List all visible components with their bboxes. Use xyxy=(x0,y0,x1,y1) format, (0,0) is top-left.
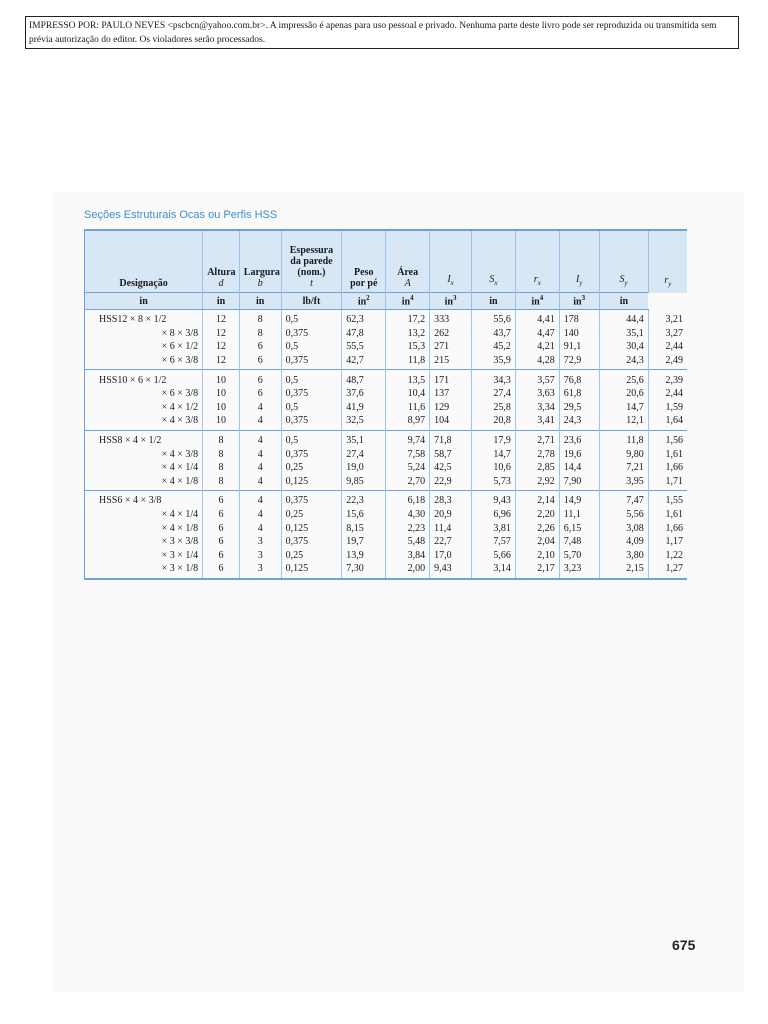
value-cell: 12,1 xyxy=(599,414,648,430)
value-cell: 3,81 xyxy=(471,521,515,535)
designation-cell: × 6 × 3/8 xyxy=(85,387,203,401)
designation-cell: × 8 × 3/8 xyxy=(85,327,203,341)
unit-cell: in xyxy=(599,293,648,310)
designation-cell: HSS12 × 8 × 1/2 xyxy=(85,310,203,327)
value-cell: 137 xyxy=(430,387,472,401)
unit-cell: $in^3$ xyxy=(430,293,472,310)
value-cell: 35,1 xyxy=(599,327,648,341)
value-cell: 11,4 xyxy=(430,521,472,535)
value-cell: 35,9 xyxy=(471,354,515,370)
value-cell: 12 xyxy=(203,354,240,370)
value-cell: 8 xyxy=(203,461,240,475)
value-cell: 8 xyxy=(239,327,281,341)
unit-cell: in xyxy=(85,293,203,310)
value-cell: 15,3 xyxy=(386,340,430,354)
value-cell: 4,47 xyxy=(515,327,559,341)
value-cell: 32,5 xyxy=(342,414,386,430)
unit-cell: in xyxy=(471,293,515,310)
value-cell: 76,8 xyxy=(559,370,599,387)
value-cell: 5,48 xyxy=(386,535,430,549)
value-cell: 5,66 xyxy=(471,549,515,563)
value-cell: 4 xyxy=(239,475,281,491)
value-cell: 8 xyxy=(203,430,240,447)
col-peso: Peso por pé xyxy=(342,230,386,293)
value-cell: 3 xyxy=(239,549,281,563)
value-cell: 15,6 xyxy=(342,508,386,522)
value-cell: 1,66 xyxy=(648,461,687,475)
value-cell: 4 xyxy=(239,447,281,461)
col-sy: $S_y$ xyxy=(599,230,648,293)
value-cell: 8,97 xyxy=(386,414,430,430)
value-cell: 6 xyxy=(239,387,281,401)
value-cell: 5,56 xyxy=(599,508,648,522)
value-cell: 71,8 xyxy=(430,430,472,447)
value-cell: 4 xyxy=(239,521,281,535)
value-cell: 4 xyxy=(239,461,281,475)
value-cell: 11,1 xyxy=(559,508,599,522)
value-cell: 25,6 xyxy=(599,370,648,387)
unit-cell: $in^4$ xyxy=(515,293,559,310)
table-row xyxy=(85,387,688,401)
designation-cell: × 6 × 1/2 xyxy=(85,340,203,354)
value-cell: 4,28 xyxy=(515,354,559,370)
value-cell: 2,26 xyxy=(515,521,559,535)
unit-cell: lb/ft xyxy=(281,293,342,310)
value-cell: 3,80 xyxy=(599,549,648,563)
value-cell: 0,125 xyxy=(281,562,342,579)
table-row xyxy=(85,310,688,327)
value-cell: 6 xyxy=(239,354,281,370)
value-cell: 35,1 xyxy=(342,430,386,447)
hss-properties-table xyxy=(84,229,687,580)
value-cell: 1,22 xyxy=(648,549,687,563)
header-row xyxy=(85,230,688,293)
value-cell: 11,6 xyxy=(386,401,430,415)
table-row xyxy=(85,475,688,491)
section-group xyxy=(85,310,688,370)
value-cell: 7,90 xyxy=(559,475,599,491)
value-cell: 0,5 xyxy=(281,340,342,354)
value-cell: 25,8 xyxy=(471,401,515,415)
value-cell: 0,25 xyxy=(281,461,342,475)
value-cell: 6,15 xyxy=(559,521,599,535)
value-cell: 10 xyxy=(203,370,240,387)
value-cell: 6 xyxy=(203,535,240,549)
value-cell: 45,2 xyxy=(471,340,515,354)
value-cell: 1,71 xyxy=(648,475,687,491)
value-cell: 17,0 xyxy=(430,549,472,563)
value-cell: 0,375 xyxy=(281,354,342,370)
value-cell: 14,9 xyxy=(559,491,599,508)
designation-cell: × 4 × 1/4 xyxy=(85,461,203,475)
table-row xyxy=(85,549,688,563)
value-cell: 129 xyxy=(430,401,472,415)
value-cell: 4 xyxy=(239,430,281,447)
designation-cell: × 3 × 3/8 xyxy=(85,535,203,549)
value-cell: 11,8 xyxy=(386,354,430,370)
value-cell: 0,25 xyxy=(281,549,342,563)
value-cell: 42,7 xyxy=(342,354,386,370)
value-cell: 104 xyxy=(430,414,472,430)
value-cell: 4 xyxy=(239,414,281,430)
value-cell: 8 xyxy=(203,475,240,491)
value-cell: 17,9 xyxy=(471,430,515,447)
units-row xyxy=(85,293,688,310)
table-caption: Seções Estruturais Ocas ou Perfis HSS xyxy=(84,209,278,221)
value-cell: 42,5 xyxy=(430,461,472,475)
unit-cell: in xyxy=(239,293,281,310)
value-cell: 19,7 xyxy=(342,535,386,549)
value-cell: 22,3 xyxy=(342,491,386,508)
value-cell: 12 xyxy=(203,310,240,327)
value-cell: 20,8 xyxy=(471,414,515,430)
col-largura: Largura b xyxy=(239,230,281,293)
value-cell: 22,9 xyxy=(430,475,472,491)
value-cell: 3,34 xyxy=(515,401,559,415)
value-cell: 7,21 xyxy=(599,461,648,475)
col-ry: $r_y$ xyxy=(648,230,687,293)
value-cell: 0,125 xyxy=(281,475,342,491)
table-row xyxy=(85,430,688,447)
value-cell: 4,41 xyxy=(515,310,559,327)
value-cell: 20,6 xyxy=(599,387,648,401)
value-cell: 0,375 xyxy=(281,387,342,401)
value-cell: 0,375 xyxy=(281,447,342,461)
value-cell: 1,27 xyxy=(648,562,687,579)
value-cell: 2,04 xyxy=(515,535,559,549)
value-cell: 19,6 xyxy=(559,447,599,461)
value-cell: 2,70 xyxy=(386,475,430,491)
value-cell: 7,30 xyxy=(342,562,386,579)
value-cell: 2,10 xyxy=(515,549,559,563)
value-cell: 0,375 xyxy=(281,414,342,430)
value-cell: 48,7 xyxy=(342,370,386,387)
value-cell: 43,7 xyxy=(471,327,515,341)
value-cell: 10,4 xyxy=(386,387,430,401)
value-cell: 6 xyxy=(203,508,240,522)
designation-cell: HSS6 × 4 × 3/8 xyxy=(85,491,203,508)
value-cell: 34,3 xyxy=(471,370,515,387)
value-cell: 2,44 xyxy=(648,340,687,354)
value-cell: 0,375 xyxy=(281,535,342,549)
value-cell: 140 xyxy=(559,327,599,341)
value-cell: 2,20 xyxy=(515,508,559,522)
value-cell: 3,84 xyxy=(386,549,430,563)
print-notice: IMPRESSO POR: PAULO NEVES <pscbcn@yahoo.com.br>. A impressão é apenas para uso pessoal e privado. Nenhuma parte deste livro pode ser reproduzida ou transmitida sem prévia autorização do editor. Os violadores serão processados. xyxy=(25,16,739,49)
value-cell: 2,14 xyxy=(515,491,559,508)
value-cell: 2,17 xyxy=(515,562,559,579)
table-row xyxy=(85,370,688,387)
value-cell: 61,8 xyxy=(559,387,599,401)
value-cell: 3,08 xyxy=(599,521,648,535)
value-cell: 1,61 xyxy=(648,447,687,461)
designation-cell: × 4 × 1/4 xyxy=(85,508,203,522)
value-cell: 1,64 xyxy=(648,414,687,430)
col-iy: $I_y$ xyxy=(559,230,599,293)
table-row xyxy=(85,508,688,522)
value-cell: 215 xyxy=(430,354,472,370)
value-cell: 3,14 xyxy=(471,562,515,579)
table-row xyxy=(85,461,688,475)
value-cell: 2,23 xyxy=(386,521,430,535)
designation-cell: × 4 × 1/2 xyxy=(85,401,203,415)
value-cell: 58,7 xyxy=(430,447,472,461)
value-cell: 1,55 xyxy=(648,491,687,508)
designation-cell: × 4 × 3/8 xyxy=(85,414,203,430)
value-cell: 14,7 xyxy=(599,401,648,415)
value-cell: 6,96 xyxy=(471,508,515,522)
table-row xyxy=(85,327,688,341)
value-cell: 5,73 xyxy=(471,475,515,491)
value-cell: 3,63 xyxy=(515,387,559,401)
value-cell: 9,43 xyxy=(430,562,472,579)
page-number: 675 xyxy=(672,937,696,953)
value-cell: 4,30 xyxy=(386,508,430,522)
designation-cell: HSS10 × 6 × 1/2 xyxy=(85,370,203,387)
col-altura: Altura d xyxy=(203,230,240,293)
value-cell: 3,95 xyxy=(599,475,648,491)
value-cell: 2,44 xyxy=(648,387,687,401)
value-cell: 17,2 xyxy=(386,310,430,327)
table-row xyxy=(85,340,688,354)
section-group xyxy=(85,491,688,579)
value-cell: 0,5 xyxy=(281,430,342,447)
value-cell: 29,5 xyxy=(559,401,599,415)
value-cell: 24,3 xyxy=(559,414,599,430)
value-cell: 1,59 xyxy=(648,401,687,415)
table-row xyxy=(85,447,688,461)
value-cell: 2,39 xyxy=(648,370,687,387)
unit-cell: $in^4$ xyxy=(386,293,430,310)
value-cell: 4,21 xyxy=(515,340,559,354)
value-cell: 262 xyxy=(430,327,472,341)
section-group xyxy=(85,430,688,490)
value-cell: 5,24 xyxy=(386,461,430,475)
value-cell: 72,9 xyxy=(559,354,599,370)
col-designacao: Designação xyxy=(85,230,203,293)
table-row xyxy=(85,491,688,508)
value-cell: 11,8 xyxy=(599,430,648,447)
value-cell: 14,7 xyxy=(471,447,515,461)
value-cell: 1,56 xyxy=(648,430,687,447)
value-cell: 9,80 xyxy=(599,447,648,461)
value-cell: 0,375 xyxy=(281,327,342,341)
value-cell: 0,5 xyxy=(281,310,342,327)
value-cell: 4 xyxy=(239,508,281,522)
value-cell: 2,92 xyxy=(515,475,559,491)
value-cell: 6 xyxy=(239,340,281,354)
value-cell: 12 xyxy=(203,327,240,341)
value-cell: 3,23 xyxy=(559,562,599,579)
value-cell: 55,6 xyxy=(471,310,515,327)
value-cell: 13,2 xyxy=(386,327,430,341)
value-cell: 10 xyxy=(203,414,240,430)
value-cell: 4,09 xyxy=(599,535,648,549)
value-cell: 37,6 xyxy=(342,387,386,401)
value-cell: 3,21 xyxy=(648,310,687,327)
value-cell: 10 xyxy=(203,401,240,415)
section-group xyxy=(85,370,688,430)
value-cell: 6,18 xyxy=(386,491,430,508)
value-cell: 0,125 xyxy=(281,521,342,535)
value-cell: 1,17 xyxy=(648,535,687,549)
value-cell: 13,5 xyxy=(386,370,430,387)
col-sx: $S_x$ xyxy=(471,230,515,293)
table-row xyxy=(85,562,688,579)
value-cell: 3 xyxy=(239,562,281,579)
table-row xyxy=(85,521,688,535)
value-cell: 7,47 xyxy=(599,491,648,508)
designation-cell: × 3 × 1/4 xyxy=(85,549,203,563)
value-cell: 22,7 xyxy=(430,535,472,549)
value-cell: 6 xyxy=(239,370,281,387)
value-cell: 7,48 xyxy=(559,535,599,549)
value-cell: 3,27 xyxy=(648,327,687,341)
value-cell: 333 xyxy=(430,310,472,327)
value-cell: 0,5 xyxy=(281,401,342,415)
value-cell: 10 xyxy=(203,387,240,401)
value-cell: 7,58 xyxy=(386,447,430,461)
value-cell: 8,15 xyxy=(342,521,386,535)
value-cell: 4 xyxy=(239,401,281,415)
value-cell: 12 xyxy=(203,340,240,354)
value-cell: 91,1 xyxy=(559,340,599,354)
value-cell: 3,41 xyxy=(515,414,559,430)
value-cell: 2,49 xyxy=(648,354,687,370)
value-cell: 20,9 xyxy=(430,508,472,522)
table-row xyxy=(85,401,688,415)
value-cell: 24,3 xyxy=(599,354,648,370)
value-cell: 8 xyxy=(239,310,281,327)
value-cell: 23,6 xyxy=(559,430,599,447)
value-cell: 2,78 xyxy=(515,447,559,461)
value-cell: 9,85 xyxy=(342,475,386,491)
value-cell: 1,66 xyxy=(648,521,687,535)
value-cell: 2,85 xyxy=(515,461,559,475)
value-cell: 19,0 xyxy=(342,461,386,475)
value-cell: 6 xyxy=(203,562,240,579)
value-cell: 6 xyxy=(203,549,240,563)
unit-cell: in xyxy=(203,293,240,310)
value-cell: 41,9 xyxy=(342,401,386,415)
value-cell: 10,6 xyxy=(471,461,515,475)
designation-cell: × 6 × 3/8 xyxy=(85,354,203,370)
value-cell: 2,00 xyxy=(386,562,430,579)
value-cell: 0,5 xyxy=(281,370,342,387)
value-cell: 1,61 xyxy=(648,508,687,522)
value-cell: 6 xyxy=(203,491,240,508)
col-area: Área A xyxy=(386,230,430,293)
value-cell: 4 xyxy=(239,491,281,508)
col-espessura: Espessura da parede (nom.) t xyxy=(281,230,342,293)
value-cell: 9,74 xyxy=(386,430,430,447)
value-cell: 6 xyxy=(203,521,240,535)
value-cell: 3,57 xyxy=(515,370,559,387)
value-cell: 30,4 xyxy=(599,340,648,354)
value-cell: 44,4 xyxy=(599,310,648,327)
value-cell: 0,25 xyxy=(281,508,342,522)
designation-cell: × 3 × 1/8 xyxy=(85,562,203,579)
table-row xyxy=(85,535,688,549)
value-cell: 28,3 xyxy=(430,491,472,508)
unit-cell: $in^2$ xyxy=(342,293,386,310)
designation-cell: HSS8 × 4 × 1/2 xyxy=(85,430,203,447)
value-cell: 0,375 xyxy=(281,491,342,508)
value-cell: 178 xyxy=(559,310,599,327)
value-cell: 27,4 xyxy=(471,387,515,401)
col-ix: $I_x$ xyxy=(430,230,472,293)
value-cell: 9,43 xyxy=(471,491,515,508)
value-cell: 55,5 xyxy=(342,340,386,354)
table-row xyxy=(85,414,688,430)
value-cell: 271 xyxy=(430,340,472,354)
value-cell: 5,70 xyxy=(559,549,599,563)
unit-cell: $in^3$ xyxy=(559,293,599,310)
value-cell: 13,9 xyxy=(342,549,386,563)
value-cell: 2,71 xyxy=(515,430,559,447)
value-cell: 7,57 xyxy=(471,535,515,549)
designation-cell: × 4 × 3/8 xyxy=(85,447,203,461)
value-cell: 2,15 xyxy=(599,562,648,579)
value-cell: 27,4 xyxy=(342,447,386,461)
table-row xyxy=(85,354,688,370)
value-cell: 62,3 xyxy=(342,310,386,327)
value-cell: 3 xyxy=(239,535,281,549)
col-rx: $r_x$ xyxy=(515,230,559,293)
designation-cell: × 4 × 1/8 xyxy=(85,475,203,491)
value-cell: 14,4 xyxy=(559,461,599,475)
value-cell: 47,8 xyxy=(342,327,386,341)
value-cell: 171 xyxy=(430,370,472,387)
value-cell: 8 xyxy=(203,447,240,461)
designation-cell: × 4 × 1/8 xyxy=(85,521,203,535)
